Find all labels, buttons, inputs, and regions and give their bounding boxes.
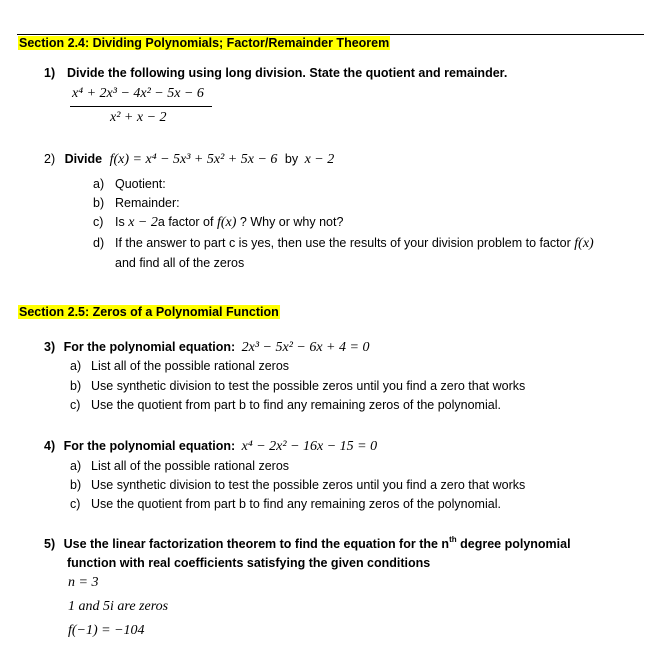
q1-prompt: Divide the following using long division. State the quotient and remainder. xyxy=(67,66,508,80)
q2-part-d-line2: and find all of the zeros xyxy=(115,256,245,270)
q1-fraction-bar xyxy=(70,106,212,107)
q2-divisor: x − 2 xyxy=(304,152,335,167)
q4-number: 4) xyxy=(44,439,56,453)
q4-prompt: For the polynomial equation: xyxy=(63,439,236,453)
q5-line xyxy=(44,537,571,551)
q1-denominator: x² + x − 2 xyxy=(110,110,167,125)
q5-prompt: Use the linear factorization theorem to find the equation for the $n^{th}$ degree polynomial xyxy=(63,535,571,551)
q2-part-b: b) Remainder: xyxy=(93,196,180,210)
q1-numerator: x⁴ + 2x³ − 4x² − 5x − 6 xyxy=(72,86,204,101)
q3-line xyxy=(44,340,369,356)
q4-part-c: c) Use the quotient from part b to find any remaining zeros of the polynomial. xyxy=(70,497,501,511)
q3-number: 3) xyxy=(44,340,56,354)
q2-part-a: a) Quotient: xyxy=(93,177,166,191)
q5-prompt-line2: function with real coefficients satisfying the given conditions xyxy=(67,556,431,570)
top-rule xyxy=(17,34,644,35)
q4-equation: x⁴ − 2x² − 16x − 15 = 0 xyxy=(241,439,378,454)
q5-condition-n: n = 3 xyxy=(68,575,99,590)
section-2-5-title: Section 2.5: Zeros of a Polynomial Function xyxy=(19,305,279,319)
q5-condition-zeros: 1 and 5i are zeros xyxy=(68,599,169,614)
q4-part-a: a) List all of the possible rational zeros xyxy=(70,459,290,473)
q2-lead: Divide xyxy=(64,152,103,166)
q3-prompt: For the polynomial equation: xyxy=(63,340,236,354)
q2-expression: f(x) = x⁴ − 5x³ + 5x² + 5x − 6 xyxy=(109,152,278,167)
q2-by: by xyxy=(284,152,299,166)
q3-part-b: b) Use synthetic division to test the possible zeros until you find a zero that works xyxy=(70,379,526,393)
q4-line xyxy=(44,439,377,455)
q5-number: 5) xyxy=(44,537,56,551)
q2-part-c: c) Is x − 2a factor of f(x) ? Why or why not? xyxy=(93,215,344,230)
q3-part-a: a) List all of the possible rational zeros xyxy=(70,359,290,373)
q3-part-c: c) Use the quotient from part b to find any remaining zeros of the polynomial. xyxy=(70,398,501,412)
section-2-4-title: Section 2.4: Dividing Polynomials; Factor/Remainder Theorem xyxy=(19,36,390,50)
q3-equation: 2x³ − 5x² − 6x + 4 = 0 xyxy=(241,340,370,355)
q2-part-d: d) If the answer to part c is yes, then use the results of your division problem to factor f(x) xyxy=(93,236,594,251)
q1-number: 1) xyxy=(44,66,56,80)
q2-number: 2) xyxy=(44,152,56,166)
q4-part-b: b) Use synthetic division to test the possible zeros until you find a zero that works xyxy=(70,478,526,492)
q5-condition-value: f(−1) = −104 xyxy=(68,623,145,638)
q2-line xyxy=(44,152,334,168)
